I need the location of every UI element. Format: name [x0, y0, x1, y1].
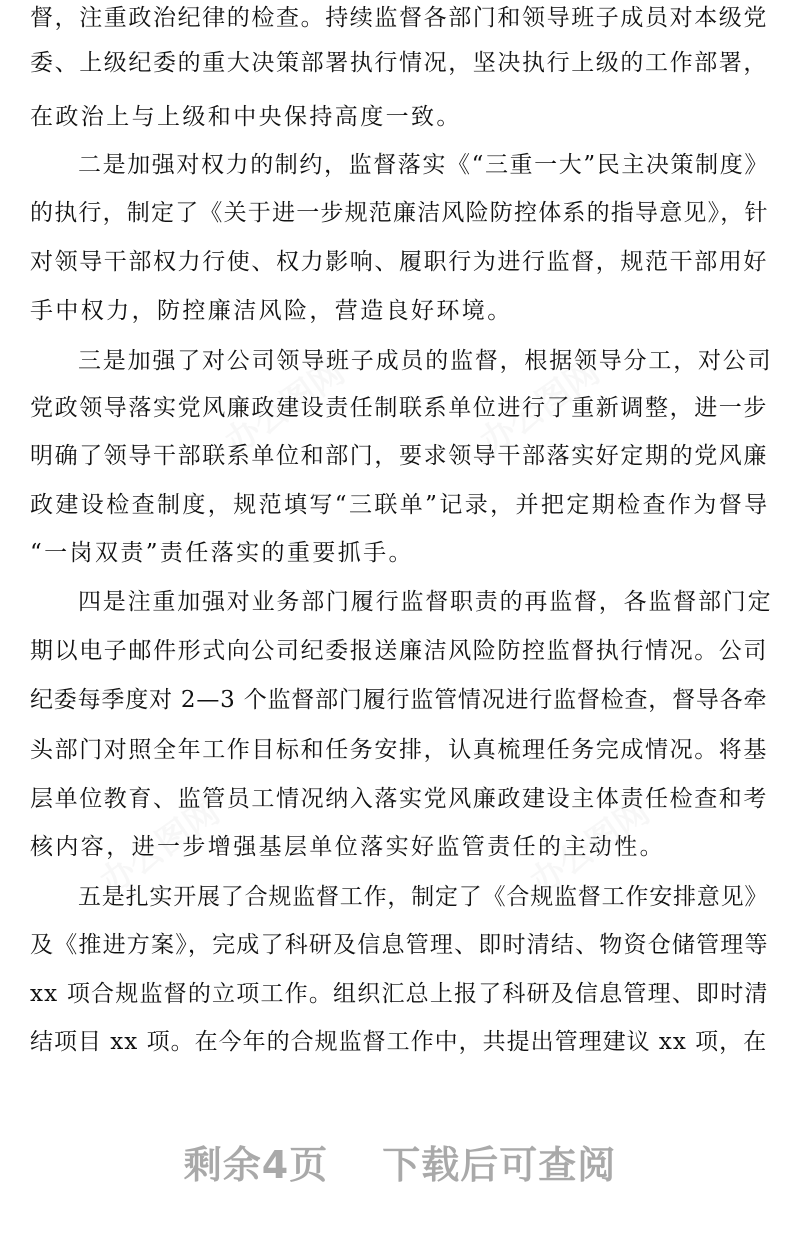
- watermark: 办公图网: [217, 351, 353, 463]
- text-line: “一岗双责”责任落实的重要抓手。: [30, 540, 414, 566]
- text-line: 结项目 xx 项。在今年的合规监督工作中，共提出管理建议 xx 项，在: [30, 1029, 768, 1055]
- watermark: 办公图网: [472, 351, 608, 463]
- text-line: 二是加强对权力的制约，监督落实《“三重一大”民主决策制度》: [78, 152, 769, 178]
- text-line: 对领导干部权力行使、权力影响、履职行为进行监督，规范干部用好: [30, 249, 768, 275]
- text-line: 明确了领导干部联系单位和部门，要求领导干部落实好定期的党风廉: [30, 443, 768, 469]
- text-line: 纪委每季度对 2—3 个监督部门履行监管情况进行监督检查，督导各牵: [30, 687, 768, 713]
- text-line: 四是注重加强对业务部门履行监督职责的再监督，各监督部门定: [78, 589, 773, 615]
- text-line: 三是加强了对公司领导班子成员的监督，根据领导分工，对公司: [78, 348, 773, 374]
- text-line: 的执行，制定了《关于进一步规范廉洁风险防控体系的指导意见》，针: [30, 200, 769, 226]
- text-line: 头部门对照全年工作目标和任务安排，认真梳理任务完成情况。将基: [30, 737, 768, 763]
- text-line: 五是扎实开展了合规监督工作，制定了《合规监督工作安排意见》: [78, 884, 769, 910]
- watermark: 办公图网: [522, 791, 658, 903]
- text-line: 及《推进方案》，完成了科研及信息管理、即时清结、物资仓储管理等: [30, 932, 769, 958]
- text-line: 层单位教育、监管员工情况纳入落实党风廉政建设主体责任检查和考: [30, 786, 768, 812]
- text-line: 期以电子邮件形式向公司纪委报送廉洁风险防控监督执行情况。公司: [30, 638, 768, 664]
- download-banner[interactable]: [0, 1135, 800, 1195]
- remaining-pages-text: 剩余4页: [183, 1143, 329, 1187]
- watermark: 办公图网: [92, 791, 228, 903]
- text-line: 委、上级纪委的重大决策部署执行情况，坚决执行上级的工作部署，: [30, 50, 768, 76]
- text-line: 在政治上与上级和中央保持高度一致。: [30, 104, 462, 130]
- text-line: 督，注重政治纪律的检查。持续监督各部门和领导班子成员对本级党: [30, 5, 768, 31]
- download-hint-text: 下载后可查阅: [382, 1143, 617, 1187]
- text-line: 政建设检查制度，规范填写“三联单”记录，并把定期检查作为督导: [30, 492, 770, 518]
- text-line: xx 项合规监督的立项工作。组织汇总上报了科研及信息管理、即时清: [30, 981, 769, 1007]
- text-line: 核内容，进一步增强基层单位落实好监管责任的主动性。: [30, 834, 665, 860]
- text-line: 手中权力，防控廉洁风险，营造良好环境。: [30, 298, 513, 324]
- text-line: 党政领导落实党风廉政建设责任制联系单位进行了重新调整，进一步: [30, 395, 768, 421]
